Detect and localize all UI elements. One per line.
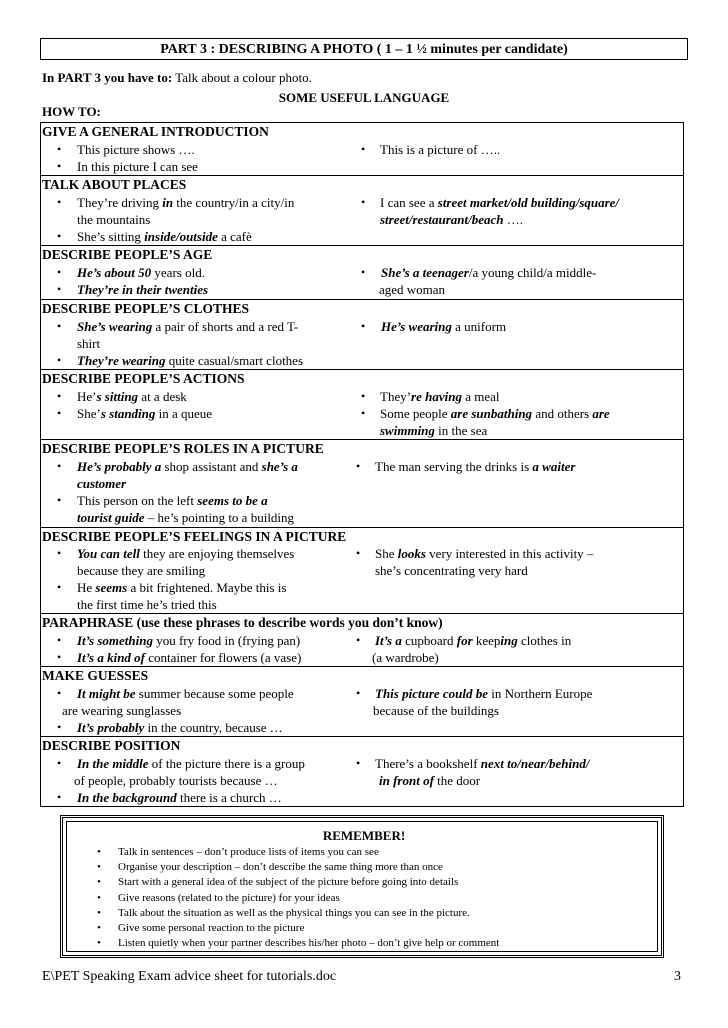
how-to-heading: HOW TO:: [42, 104, 101, 119]
example-line: In the middle of the picture there is a group: [77, 756, 305, 771]
example-line: tourist guide – he’s pointing to a building: [77, 510, 295, 525]
example-line: They’re wearing quite casual/smart clothes: [77, 353, 304, 368]
remember-title: REMEMBER!: [322, 828, 406, 843]
bullet-icon: •: [356, 546, 361, 560]
example-line: in front of the door: [379, 773, 481, 788]
example-line: There’s a bookshelf next to/near/behind/: [375, 756, 590, 771]
row-divider: [40, 736, 684, 737]
example-line: street/restaurant/beach ….: [380, 212, 524, 227]
example-line: It’s a cupboard for keeping clothes in: [375, 633, 572, 648]
example-line: He’s sitting at a desk: [77, 389, 187, 404]
example-line: It might be summer because some people: [77, 686, 294, 701]
example-line: I can see a street market/old building/square/: [380, 195, 620, 210]
bullet-icon: •: [356, 459, 361, 473]
section-heading: DESCRIBE POSITION: [42, 738, 181, 753]
bullet-icon: •: [57, 459, 62, 473]
bullet-icon: •: [97, 861, 101, 874]
useful-language-heading: SOME USEFUL LANGUAGE: [278, 90, 450, 105]
example-line: This person on the left seems to be a: [77, 493, 268, 508]
bullet-icon: •: [57, 282, 62, 296]
remember-item: Give some personal reaction to the picture: [118, 922, 305, 934]
row-divider: [40, 613, 684, 614]
bullet-icon: •: [57, 686, 62, 700]
page-number: 3: [674, 969, 681, 984]
bullet-icon: •: [97, 937, 101, 950]
example-line: They’re having a meal: [380, 389, 500, 404]
example-line: shirt: [77, 336, 101, 351]
row-divider: [40, 666, 684, 667]
example-line: Some people are sunbathing and others are: [380, 406, 610, 421]
intro-line: [42, 70, 312, 86]
row-divider: [40, 527, 684, 528]
example-line: You can tell they are enjoying themselves: [77, 546, 295, 561]
example-line: In this picture I can see: [77, 159, 198, 174]
row-divider: [40, 299, 684, 300]
bullet-icon: •: [57, 756, 62, 770]
example-line: They’re driving in the country/in a city/in: [77, 195, 295, 210]
bullet-icon: •: [97, 876, 101, 889]
example-line: This picture shows ….: [77, 142, 195, 157]
example-line: He’s wearing a uniform: [381, 319, 507, 334]
section-heading: DESCRIBE PEOPLE’S FEELINGS IN A PICTURE: [42, 529, 347, 544]
row-divider: [40, 175, 684, 176]
example-line: customer: [77, 476, 127, 491]
intro-text: Talk about a colour photo.: [172, 70, 312, 85]
example-line: It’s something you fry food in (frying pan): [77, 633, 301, 648]
intro-bold: In PART 3 you have to:: [42, 70, 173, 85]
example-line: are wearing sunglasses: [62, 703, 182, 718]
remember-item: Organise your description – don’t describe the same thing more than once: [118, 861, 443, 874]
bullet-icon: •: [57, 790, 62, 804]
bullet-icon: •: [57, 580, 62, 594]
remember-item: Talk about the situation as well as the physical things you can see in the picture.: [118, 906, 470, 919]
bullet-icon: •: [57, 265, 62, 279]
remember-item: Start with a general idea of the subject of the picture before going into details: [118, 876, 459, 889]
row-divider: [40, 245, 684, 246]
example-line: She’s a teenager/a young child/a middle-: [381, 265, 597, 280]
example-line: of people, probably tourists because …: [74, 773, 278, 788]
section-heading: DESCRIBE PEOPLE’S ROLES IN A PICTURE: [42, 441, 324, 456]
bullet-icon: •: [361, 265, 366, 279]
example-line: the first time he’s tried this: [77, 597, 217, 612]
bullet-icon: •: [57, 493, 62, 507]
example-line: because of the buildings: [373, 703, 499, 718]
example-line: He seems a bit frightened. Maybe this is: [77, 580, 287, 595]
example-line: (a wardrobe): [372, 650, 439, 665]
section-heading: DESCRIBE PEOPLE’S CLOTHES: [42, 301, 250, 316]
section-heading: MAKE GUESSES: [42, 668, 149, 683]
bullet-icon: •: [361, 319, 366, 333]
example-line: In the background there is a church …: [77, 790, 282, 805]
bullet-icon: •: [57, 353, 62, 367]
example-line: aged woman: [379, 282, 446, 297]
example-line: He’s about 50 years old.: [77, 265, 205, 280]
section-heading: GIVE A GENERAL INTRODUCTION: [42, 124, 269, 139]
section-heading: TALK ABOUT PLACES: [42, 177, 187, 192]
bullet-icon: •: [57, 195, 62, 209]
bullet-icon: •: [356, 756, 361, 770]
row-divider: [40, 369, 684, 370]
remember-item: Give reasons (related to the picture) for your ideas: [118, 891, 340, 904]
bullet-icon: •: [97, 846, 101, 858]
bullet-icon: •: [97, 891, 101, 904]
example-line: She’s sitting inside/outside a cafè: [77, 229, 252, 244]
bullet-icon: •: [57, 633, 62, 647]
example-line: the mountains: [77, 212, 151, 227]
example-line: They’re in their twenties: [77, 282, 209, 297]
bullet-icon: •: [57, 546, 62, 560]
bullet-icon: •: [356, 633, 361, 647]
section-heading: DESCRIBE PEOPLE’S ACTIONS: [42, 371, 245, 386]
remember-item: Listen quietly when your partner describes his/her photo – don’t give help or comment: [118, 937, 500, 950]
footer-filename: E\PET Speaking Exam advice sheet for tutorials.doc: [42, 969, 337, 984]
bullet-icon: •: [97, 906, 101, 919]
bullet-icon: •: [57, 229, 62, 243]
example-line: because they are smiling: [77, 563, 206, 578]
bullet-icon: •: [361, 406, 366, 420]
bullet-icon: •: [97, 922, 101, 934]
example-line: It’s a kind of container for flowers (a vase): [77, 650, 302, 665]
title-box: [40, 38, 688, 60]
example-line: This is a picture of …..: [380, 142, 501, 157]
bullet-icon: •: [57, 389, 62, 403]
example-line: It’s probably in the country, because …: [77, 720, 283, 735]
example-line: She’s wearing a pair of shorts and a red T-: [77, 319, 299, 334]
bullet-icon: •: [57, 319, 62, 333]
section-heading: DESCRIBE PEOPLE’S AGE: [42, 247, 213, 262]
bullet-icon: •: [57, 720, 62, 734]
row-divider: [40, 439, 684, 440]
bullet-icon: •: [356, 686, 361, 700]
page-title: PART 3 : DESCRIBING A PHOTO ( 1 – 1 ½ minutes per candidate): [160, 42, 568, 57]
example-line: she’s concentrating very hard: [375, 563, 528, 578]
example-line: She’s standing in a queue: [77, 406, 213, 421]
bullet-icon: •: [361, 142, 366, 156]
bullet-icon: •: [361, 389, 366, 403]
bullet-icon: •: [57, 142, 62, 156]
example-line: The man serving the drinks is a waiter: [375, 459, 576, 474]
section-heading: PARAPHRASE (use these phrases to describe words you don’t know): [42, 615, 443, 630]
bullet-icon: •: [361, 195, 366, 209]
remember-item: Talk in sentences – don’t produce lists of items you can see: [118, 846, 379, 858]
example-line: She looks very interested in this activity –: [375, 546, 594, 561]
bullet-icon: •: [57, 650, 62, 664]
example-line: He’s probably a shop assistant and she’s a: [77, 459, 298, 474]
bullet-icon: •: [57, 406, 62, 420]
example-line: swimming in the sea: [380, 423, 488, 438]
bullet-icon: •: [57, 159, 62, 173]
example-line: This picture could be in Northern Europe: [375, 686, 593, 701]
